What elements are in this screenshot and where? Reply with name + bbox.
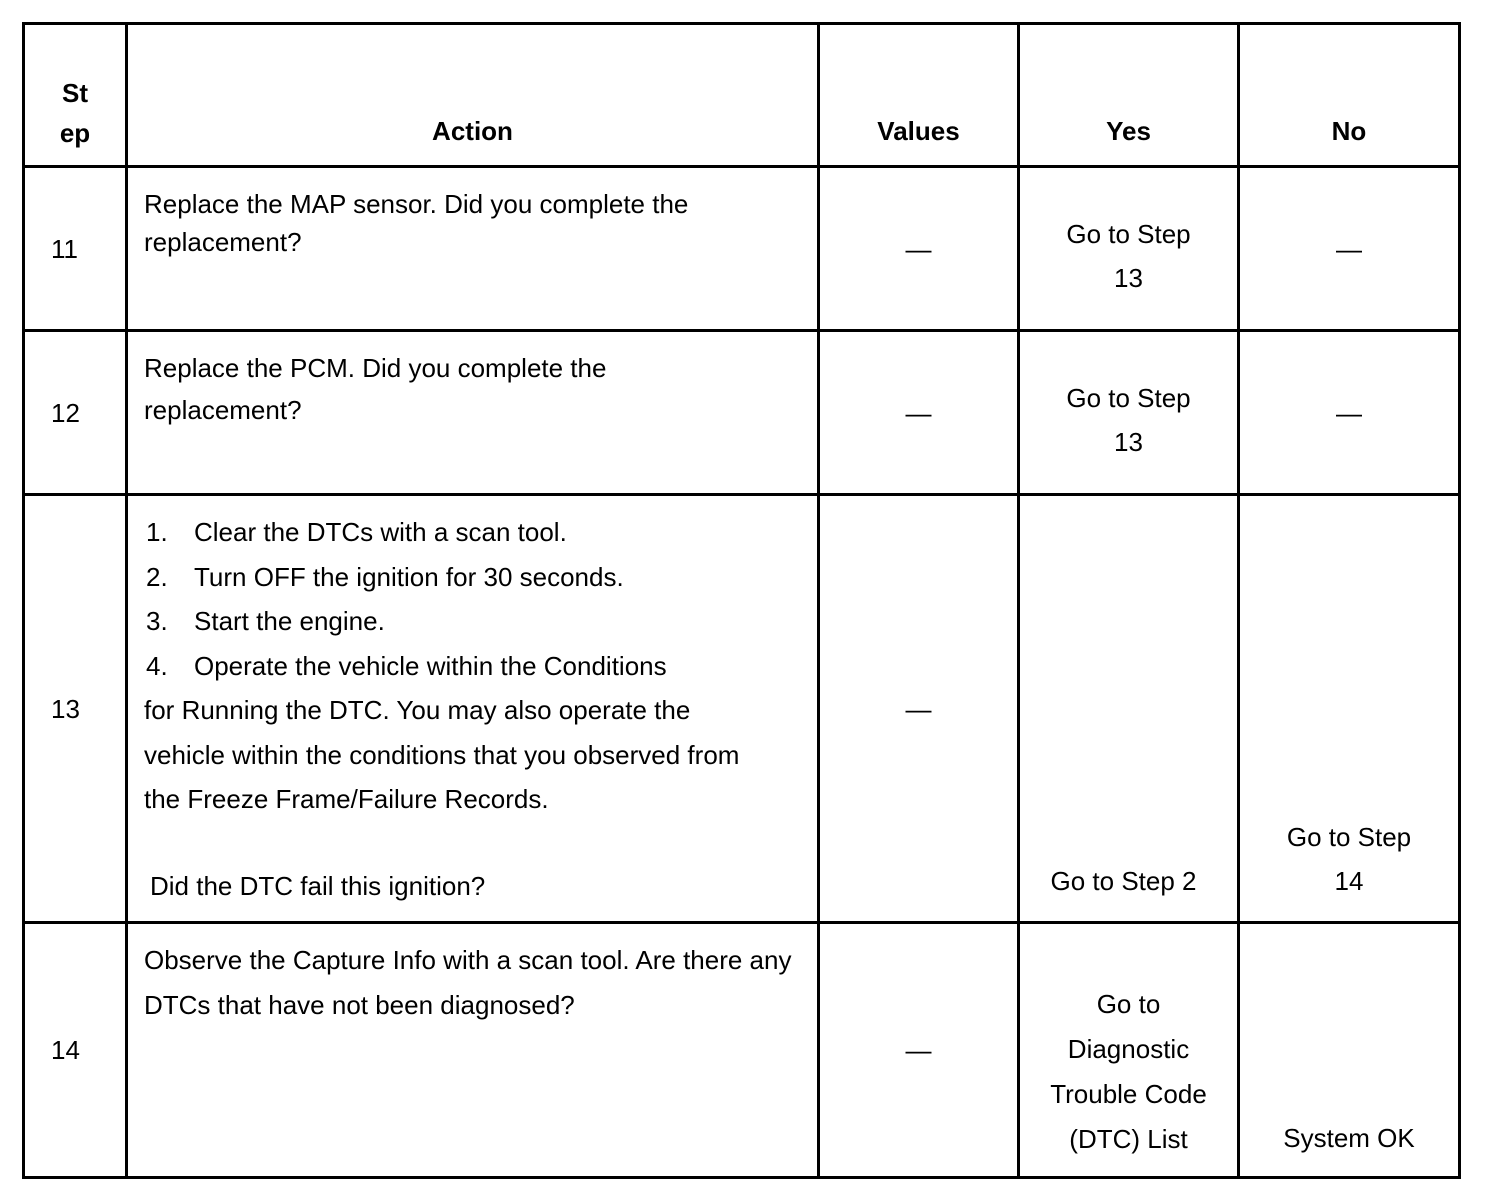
step-number: 13 [24,495,127,923]
no-cell: — [1239,167,1460,331]
yes-link[interactable]: Go to Step 2 [1050,866,1197,896]
action-question: Did the DTC fail this ignition? [150,870,486,901]
step-text: Operate the vehicle within the Conditions [194,650,667,681]
action-steps-list [144,510,797,688]
diagnostic-table [22,22,1461,1179]
header-action: Action [127,24,819,167]
yes-cell[interactable] [1019,331,1239,495]
no-cell: System OK [1239,923,1460,1178]
header-step-label: St ep [59,78,91,148]
yes-cell[interactable] [1019,167,1239,331]
step-number: 14 [24,923,127,1178]
values-cell: — [819,167,1019,331]
table-row [24,495,1460,923]
values-cell: — [819,923,1019,1178]
values-cell: — [819,495,1019,923]
header-yes: Yes [1019,24,1239,167]
header-row [24,24,1460,167]
no-cell: — [1239,331,1460,495]
table-row [24,167,1460,331]
action-continuation: for Running the DTC. You may also operate the vehicle within the conditions that you observed from the Freeze Frame/Failure Records. [144,695,740,814]
step-number: 11 [24,167,127,331]
header-no: No [1239,24,1460,167]
action-cell [127,495,819,923]
table-row [24,923,1460,1178]
table-row [24,331,1460,495]
action-text: Observe the Capture Info with a scan tool. Are there any DTCs that have not been diagnosed? [127,923,819,1178]
yes-link[interactable]: Go to Diagnostic Trouble Code (DTC) List [1050,989,1207,1154]
step-index: 2. [146,561,168,592]
values-cell: — [819,331,1019,495]
action-text: Replace the MAP sensor. Did you complete the replacement? [127,167,819,331]
step-index: 1. [146,517,168,547]
no-cell[interactable] [1239,495,1460,923]
yes-cell[interactable] [1019,495,1239,923]
list-item [144,599,797,644]
action-text: Replace the PCM. Did you complete the replacement? [127,331,819,495]
step-text: Start the engine. [194,606,385,636]
step-index: 4. [146,650,168,681]
step-number: 12 [24,331,127,495]
header-values: Values [819,24,1019,167]
step-text: Turn OFF the ignition for 30 seconds. [194,561,624,592]
list-item [144,555,797,600]
list-item [144,510,797,555]
list-item [144,644,797,689]
yes-link[interactable]: Go to Step 13 [1066,218,1191,293]
no-link[interactable]: Go to Step 14 [1286,822,1412,896]
step-text: Clear the DTCs with a scan tool. [194,517,567,547]
header-step [24,24,127,167]
yes-cell[interactable] [1019,923,1239,1178]
step-index: 3. [146,606,168,636]
yes-link[interactable]: Go to Step 13 [1066,382,1191,457]
